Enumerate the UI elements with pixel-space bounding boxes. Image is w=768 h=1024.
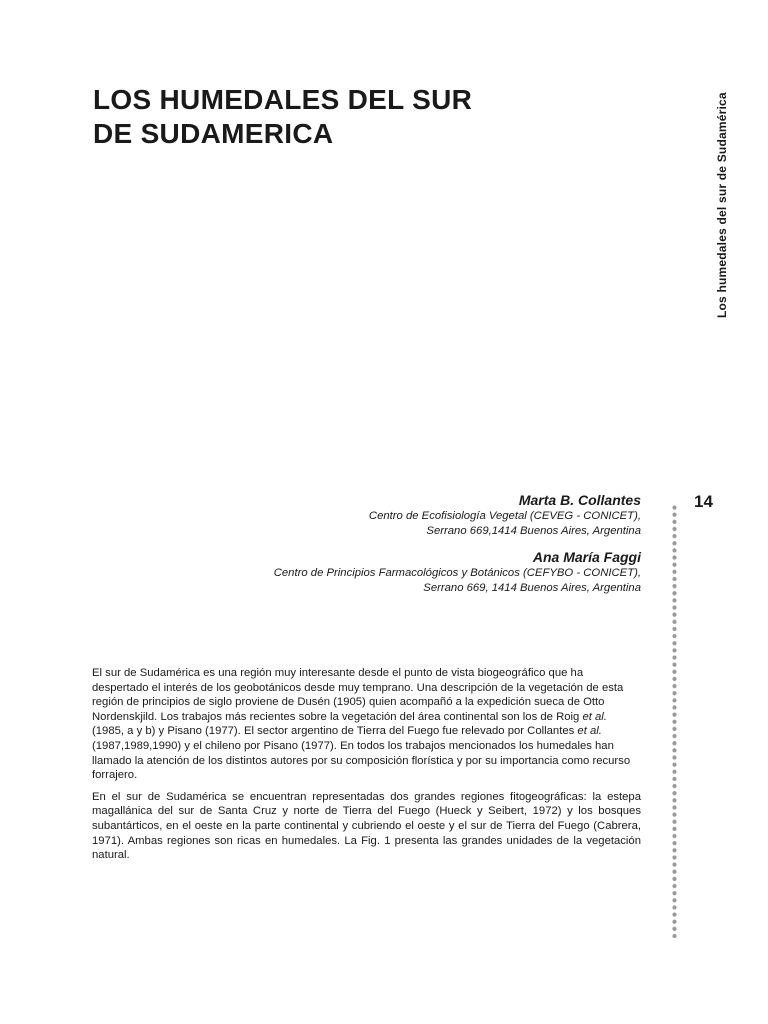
author-block bbox=[81, 548, 641, 596]
body-paragraph-2: En el sur de Sudamérica se encuentran representadas dos grandes regiones fitogeográficas: la estepa magallánica del sur de Santa Cruz y norte de Tierra del Fuego (Hueck y Seibert, 1972) y los bosques subantárticos, en el oeste en la parte continental y cubriendo el oeste y el sur de Tierra del Fuego (Cabrera, 1971). Ambas regiones son ricas en humedales. La Fig. 1 presenta las grandes unidades de la vegetación natural. bbox=[92, 790, 641, 862]
author-address: Serrano 669, 1414 Buenos Aires, Argentina bbox=[423, 582, 641, 594]
author-affiliation: Centro de Principios Farmacológicos y Botánicos (CEFYBO - CONICET), bbox=[273, 567, 641, 579]
author-address: Serrano 669,1414 Buenos Aires, Argentina bbox=[426, 525, 641, 537]
author-list bbox=[81, 491, 641, 596]
article-title bbox=[93, 83, 653, 151]
article-body bbox=[92, 666, 641, 870]
paragraph-text: El sur de Sudamérica es una región muy interesante desde el punto de vista biogeográfico que ha despertado el interés de los geobotánicos desde muy temprano. Una descripción de la vegetación de esta región de principios de siglo proviene de Dusén (1905) quien acompañó a la expedición sueca de Otto Nordenskjild. Los trabajos más recientes sobre la vegetación del área continental son los de Roig bbox=[92, 667, 624, 723]
body-paragraph-1 bbox=[92, 666, 641, 783]
author-block bbox=[81, 491, 641, 539]
dotted-margin-rule bbox=[672, 504, 677, 938]
title-line-2: DE SUDAMERICA bbox=[93, 118, 334, 149]
italic-et-al: et al. bbox=[582, 710, 607, 723]
author-affiliation: Centro de Ecofisiología Vegetal (CEVEG - CONICET), bbox=[368, 510, 641, 522]
paragraph-text: (1987,1989,1990) y el chileno por Pisano (1977). En todos los trabajos mencionados los humedales han llamado la atención de los distintos autores por su composición florística y por su importancia como recurso forrajero. bbox=[92, 739, 631, 782]
paragraph-text: (1985, a y b) y Pisano (1977). El sector argentino de Tierra del Fuego fue relevado por Collantes bbox=[92, 725, 578, 738]
italic-et-al: et al. bbox=[577, 725, 602, 738]
author-name: Ana María Faggi bbox=[532, 549, 641, 565]
page-number: 14 bbox=[694, 492, 713, 511]
running-header: Los humedales del sur de Sudamérica bbox=[715, 92, 729, 318]
title-line-1: LOS HUMEDALES DEL SUR bbox=[93, 84, 473, 115]
author-name: Marta B. Collantes bbox=[518, 492, 641, 508]
